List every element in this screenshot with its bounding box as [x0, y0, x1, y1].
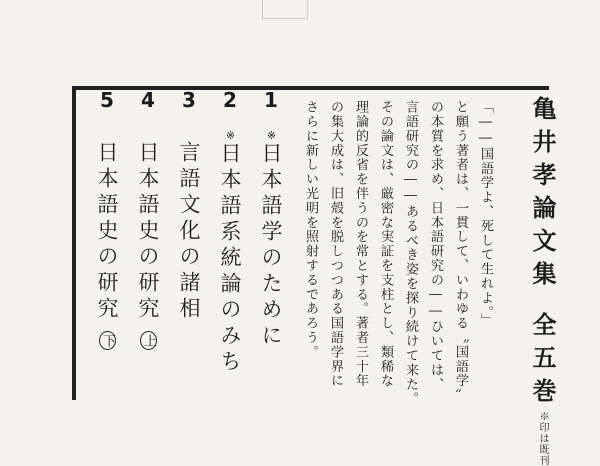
volume-number: 2	[218, 88, 242, 117]
blurb-line-1: 「――国語学よ、死して生れよ。」	[478, 100, 493, 328]
blurb-line-8: さらに新しい光明を照射するであろう。	[303, 100, 318, 360]
volume-part: 上	[140, 331, 157, 350]
left-rule	[72, 86, 76, 400]
volume-number: 1	[259, 88, 283, 117]
series-title	[525, 96, 560, 466]
blurb-line-3: の本質を求め、日本語研究の――ひいては、	[428, 100, 443, 392]
blurb-line-2: と願う著者は、一貫して、いわゆる〝国語学〟	[453, 100, 468, 403]
volume-1	[256, 88, 286, 350]
blurb-line-7: の集大成は、旧殻を脱しつつある国語学界に	[328, 100, 343, 388]
volume-title: 日本語史の研究	[95, 141, 119, 323]
volume-title: 言語文化の諸相	[177, 141, 201, 323]
volume-number: 5	[95, 88, 119, 117]
series-title-text: 亀井孝論文集	[528, 96, 557, 294]
volume-title: 日本語学のために	[259, 142, 283, 350]
blurb-line-5: その論文は、厳密な実証を支柱とし、類稀な	[378, 100, 393, 388]
series-volumes-label: 全五巻	[528, 312, 557, 411]
volume-title: 日本語史の研究	[136, 141, 160, 323]
volume-number: 3	[177, 88, 201, 117]
volume-2	[215, 88, 245, 376]
bleed-through-mark	[262, 0, 308, 19]
published-mark: ※	[224, 129, 237, 142]
series-note: ※印は既刊	[537, 411, 548, 466]
volume-3	[174, 88, 204, 323]
volume-part: 下	[99, 331, 116, 350]
volume-number: 4	[136, 88, 160, 117]
blurb-line-4: 言語研究の――あるべき姿を探り続けて来た。	[403, 100, 418, 406]
volume-5	[92, 88, 122, 350]
volume-4	[133, 88, 163, 350]
volume-title: 日本語系統論のみち	[218, 142, 242, 376]
published-mark: ※	[265, 129, 278, 142]
blurb-line-6: 理論的反省を伴うのを常とする。著者三十年	[353, 100, 368, 388]
